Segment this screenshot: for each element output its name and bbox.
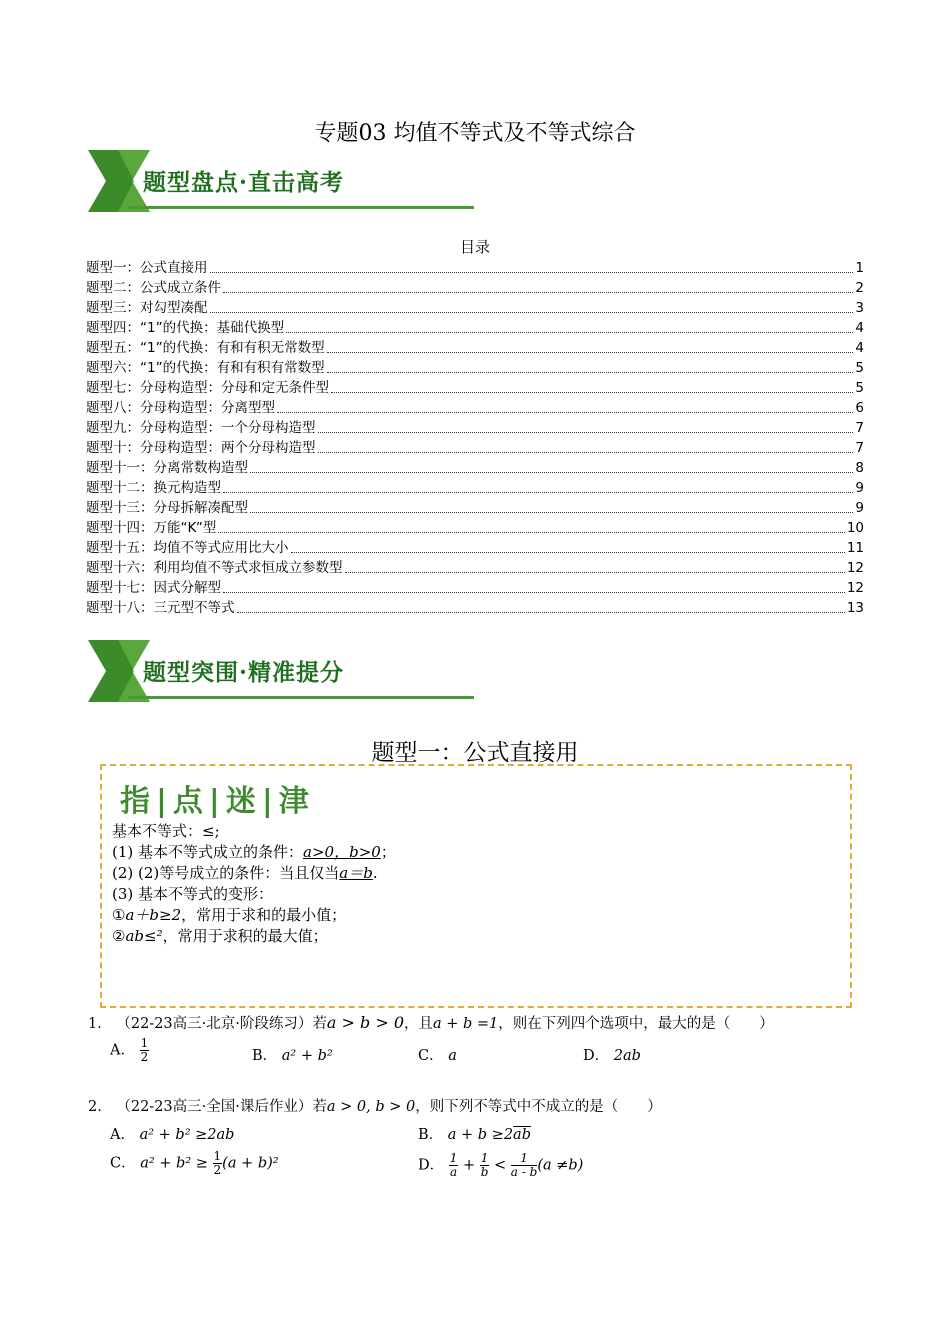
tip-text: ① [112, 906, 126, 924]
toc-entry[interactable] [86, 596, 864, 616]
tips-title: 指|点|迷|津 [120, 784, 315, 819]
toc-entry-page: 8 [855, 460, 864, 476]
question-math: a > 0, b > 0 [326, 1099, 416, 1115]
section-banner-mid [88, 640, 478, 702]
toc-leader-dots [327, 352, 854, 353]
question-text: （22-23高三·全国·课后作业）若 [116, 1099, 327, 1115]
q2-option-d[interactable] [418, 1152, 583, 1179]
option-label: B． [418, 1127, 444, 1143]
toc-entry-label: 题型五：“1”的代换：有和有积无常数型 [86, 340, 325, 356]
q1-option-d[interactable] [583, 1044, 641, 1065]
denominator: b [480, 1165, 489, 1179]
toc-entry[interactable] [86, 536, 864, 556]
question-text: ，则在下列四个选项中，最大的是（ ） [498, 1016, 774, 1032]
toc-entry-page: 9 [855, 500, 864, 516]
q2-option-c[interactable] [110, 1150, 279, 1177]
option-label: B． [252, 1048, 278, 1064]
option-label: A． [110, 1042, 135, 1059]
option-math: a² + b² ≥2ab [139, 1127, 235, 1143]
toc-leader-dots [237, 612, 845, 613]
operator: < [494, 1157, 507, 1174]
denominator: a - b [510, 1165, 538, 1179]
question-text: ，则下列不等式中不成立的是（ ） [415, 1099, 662, 1115]
section-banner-top [88, 150, 478, 212]
toc-entry-label: 题型十二：换元构造型 [86, 480, 221, 496]
toc-entry[interactable] [86, 256, 864, 276]
toc-entry-page: 10 [846, 520, 864, 536]
fraction [449, 1152, 459, 1179]
tip-math: ab≤² [125, 927, 163, 945]
fraction [480, 1152, 490, 1179]
toc-entry-page: 3 [855, 300, 864, 316]
q2-option-b[interactable] [418, 1123, 531, 1144]
operator: + [463, 1157, 476, 1174]
toc-entry[interactable] [86, 356, 864, 376]
fraction [213, 1150, 223, 1177]
toc-entry-page: 1 [855, 260, 864, 276]
toc-entry-page: 9 [855, 480, 864, 496]
toc-entry[interactable] [86, 336, 864, 356]
toc-entry-label: 题型十三：分母拆解凑配型 [86, 500, 248, 516]
q1-option-a[interactable] [110, 1037, 149, 1064]
tips-box [100, 764, 852, 1008]
toc-entry-label: 题型七：分母构造型：分母和定无条件型 [86, 380, 329, 396]
tip-text: ，常用于求积的最大值； [162, 927, 328, 945]
toc-entry-label: 题型六：“1”的代换：有和有积有常数型 [86, 360, 325, 376]
toc-entry-page: 13 [846, 600, 864, 616]
tip-text: ，常用于求和的最小值； [181, 906, 347, 924]
option-math: a + b ≥2 [447, 1127, 514, 1143]
toc-entry[interactable] [86, 316, 864, 336]
option-label: A． [110, 1127, 135, 1143]
numerator: 1 [213, 1149, 222, 1163]
toc-leader-dots [210, 312, 854, 313]
toc-leader-dots [331, 392, 853, 393]
toc-leader-dots [318, 452, 854, 453]
toc-leader-dots [223, 592, 845, 593]
question-2-stem [88, 1095, 662, 1116]
question-text: ，且 [404, 1016, 433, 1032]
toc-entry[interactable] [86, 376, 864, 396]
banner-top-text: 题型盘点·直击高考 [143, 169, 345, 196]
toc-heading: 目录 [459, 238, 490, 256]
toc-entry-label: 题型十：分母构造型：两个分母构造型 [86, 440, 316, 456]
numerator: 1 [449, 1151, 458, 1165]
toc-leader-dots [223, 492, 853, 493]
q2-option-a[interactable] [110, 1123, 234, 1144]
tip-text: ； [380, 843, 396, 861]
toc-entry-label: 题型十七：因式分解型 [86, 580, 221, 596]
toc-leader-dots [250, 512, 853, 513]
question-math: a + b =1 [433, 1016, 499, 1032]
numerator: 1 [140, 1036, 149, 1050]
toc-entry-page: 5 [855, 360, 864, 376]
toc-entry[interactable] [86, 456, 864, 476]
option-math: (a + b)² [222, 1155, 279, 1172]
question-text: （22-23高三·北京·阶段练习）若 [116, 1016, 327, 1032]
question-number: 1． [88, 1016, 112, 1032]
toc-entry-page: 5 [855, 380, 864, 396]
option-label: C． [110, 1155, 136, 1172]
toc-entry-label: 题型十四：万能“K”型 [86, 520, 217, 536]
option-math: a [448, 1048, 457, 1064]
toc-leader-dots [327, 372, 854, 373]
tip-math: a＋b≥2 [125, 906, 182, 924]
toc-entry-label: 题型一：公式直接用 [86, 260, 208, 276]
toc-leader-dots [223, 292, 853, 293]
toc-entry-page: 4 [855, 320, 864, 336]
toc-entry[interactable] [86, 416, 864, 436]
toc-entry[interactable] [86, 556, 864, 576]
section-title: 题型一：公式直接用 [371, 740, 579, 766]
option-math: a² + b² [281, 1048, 333, 1064]
tip-text: (1) 基本不等式成立的条件： [112, 843, 304, 861]
toc-entry-page: 7 [855, 420, 864, 436]
toc-leader-dots [250, 472, 853, 473]
toc-entry[interactable] [86, 276, 864, 296]
tip-line-4: (3) 基本不等式的变形： [112, 885, 274, 903]
toc-entry[interactable] [86, 436, 864, 456]
tip-text: . [372, 864, 378, 882]
toc-entry-label: 题型四：“1”的代换：基础代换型 [86, 320, 285, 336]
toc-leader-dots [291, 552, 845, 553]
toc-entry-page: 12 [846, 580, 864, 596]
numerator: 1 [511, 1152, 538, 1166]
toc-entry-label: 题型十一：分离常数构造型 [86, 460, 248, 476]
toc-leader-dots [277, 412, 853, 413]
toc-entry-label: 题型三：对勾型凑配 [86, 300, 208, 316]
toc-leader-dots [318, 432, 854, 433]
tip-line-5 [112, 904, 346, 925]
question-number: 2． [88, 1099, 112, 1115]
toc-entry-label: 题型八：分母构造型：分离型型 [86, 400, 275, 416]
tip-math: a＝b [339, 864, 373, 882]
toc-entry-page: 6 [855, 400, 864, 416]
tip-math: a>0， [303, 843, 350, 861]
tip-math: b>0 [349, 843, 381, 861]
toc-entry-page: 7 [855, 440, 864, 456]
fraction [140, 1037, 150, 1064]
toc-entry-page: 12 [846, 560, 864, 576]
q1-option-b[interactable] [252, 1044, 333, 1065]
toc-entry-label: 题型九：分母构造型：一个分母构造型 [86, 420, 316, 436]
denominator: 2 [140, 1050, 149, 1064]
toc-entry[interactable] [86, 496, 864, 516]
toc-entry-page: 2 [855, 280, 864, 296]
toc-entry[interactable] [86, 516, 864, 536]
q1-option-c[interactable] [418, 1044, 457, 1065]
tip-line-6 [112, 925, 328, 946]
option-math: a² + b² ≥ [140, 1155, 208, 1172]
tip-line-2 [112, 841, 396, 862]
toc-leader-dots [218, 532, 844, 533]
tip-text: ② [112, 927, 126, 945]
toc-entry-label: 题型十五：均值不等式应用比大小 [86, 540, 289, 556]
toc-entry[interactable] [86, 576, 864, 596]
banner-mid-text: 题型突围·精准提分 [143, 659, 345, 686]
option-label: D． [583, 1048, 610, 1064]
toc-leader-dots [210, 272, 854, 273]
question-math: a > b > 0 [326, 1013, 404, 1032]
document-title: 专题03 均值不等式及不等式综合 [314, 121, 636, 146]
toc-entry[interactable] [86, 296, 864, 316]
tip-line-3 [112, 862, 378, 883]
option-label: C． [418, 1048, 444, 1064]
toc-entry-label: 题型十八：三元型不等式 [86, 600, 235, 616]
toc-leader-dots [286, 332, 853, 333]
option-math: 2ab [613, 1048, 641, 1064]
toc-entry-label: 题型十六：利用均值不等式求恒成立参数型 [86, 560, 343, 576]
toc-entry-page: 4 [855, 340, 864, 356]
toc-leader-dots [345, 572, 845, 573]
sqrt-radicand: ab [513, 1127, 531, 1143]
numerator: 1 [480, 1151, 489, 1165]
toc-entry-page: 11 [846, 540, 864, 556]
fraction [511, 1152, 538, 1179]
tip-line-1: 基本不等式：≤; [112, 822, 220, 840]
option-math: (a ≠b) [537, 1157, 584, 1174]
toc-entry[interactable] [86, 476, 864, 496]
toc-entry[interactable] [86, 396, 864, 416]
denominator: a [449, 1165, 458, 1179]
denominator: 2 [213, 1163, 222, 1177]
toc-entry-label: 题型二：公式成立条件 [86, 280, 221, 296]
tip-text: (2) (2)等号成立的条件：当且仅当 [112, 864, 340, 882]
question-1-stem [88, 1012, 774, 1033]
option-label: D． [418, 1157, 445, 1174]
